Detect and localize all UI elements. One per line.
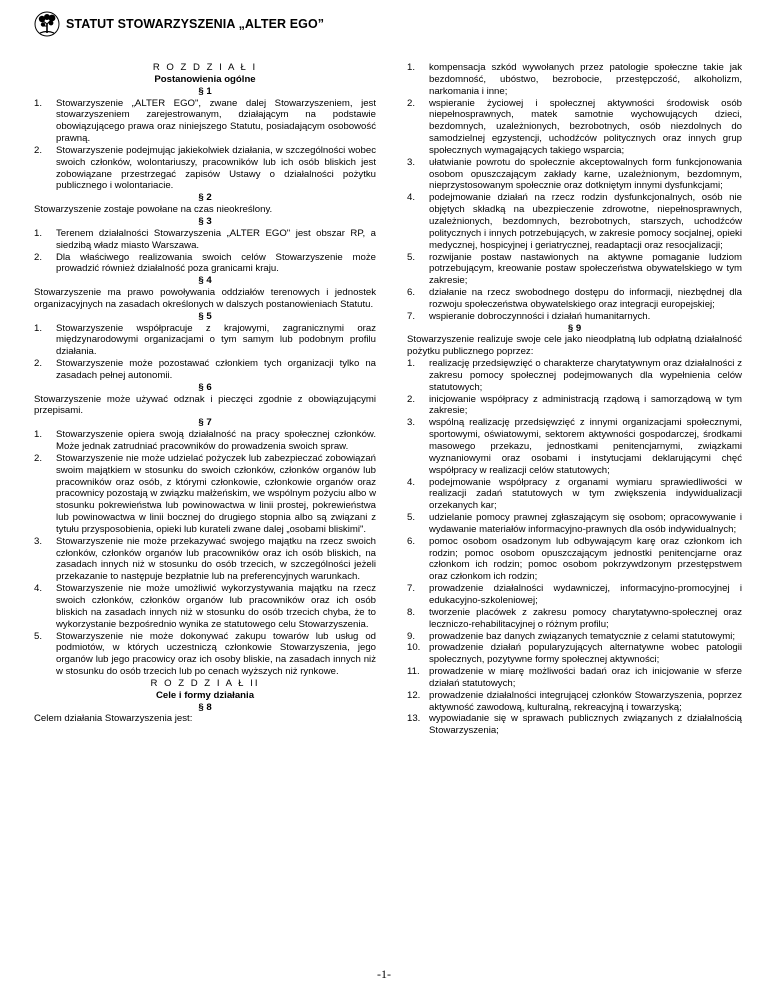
list-item: 6. działanie na rzecz swobodnego dostępu do informacji, niezbędnej dla rozwoju społeczeństwa obywatelskiego oraz integracji europejskiej; xyxy=(407,287,742,310)
section-8-heading: § 8 xyxy=(198,701,212,713)
list-item: 2. Stowarzyszenie nie może udzielać pożyczek lub zabezpieczać zobowiązań swoim majątkiem w stosunku do swoich członków, członków organów lub pracowników oraz osób, z którymi członkowie, członkowie organów oraz pracownicy pozostają w związku małżeńskim, we wspólnym pożyciu albo w stosunku pokrewieństwa lub powinowactwa w linii prostej, pokrewieństwa lub powinowactwa w linii bocznej do drugiego stopnia albo są związani z tytułu przysposobienia, opieki lub kurateli zwane dalej „osobami bliskimi". xyxy=(34,452,376,535)
page-header xyxy=(34,10,324,38)
chapter-2-title: Cele i formy działania xyxy=(155,689,255,701)
right-column xyxy=(407,62,742,737)
section-2-heading: § 2 xyxy=(198,192,212,204)
list-item: 2. wspieranie życiowej i społecznej aktywności środowisk osób niepełnosprawnych, matek samotnie wychowujących dzieci, bezdomnych, uzależnionych, bezrobotnych, osób niezdolnych do samodzielnej egzystencji, uchodźców politycznych oraz innych grup społecznych wymagających takiego wsparcia; xyxy=(407,97,742,156)
list-item: 13. wypowiadanie się w sprawach publicznych związanych z działalnością Stowarzyszenia; xyxy=(407,713,742,737)
list-item: 7. prowadzenie działalności wydawniczej, informacyjno-promocyjnej i edukacyjno-szkoleniowej; xyxy=(407,583,742,606)
section-9-intro: Stowarzyszenie realizuje swoje cele jako nieodpłatną lub odpłatną działalność pożytku publicznego poprzez: xyxy=(407,334,742,358)
document-title: STATUT STOWARZYSZENIA „ALTER EGO” xyxy=(66,17,325,31)
list-item: 4. podejmowanie współpracy z organami wymiaru sprawiedliwości w realizacji zadań statutowych w tym zwiększenia indywidualizacji orzekanych kar; xyxy=(407,476,742,512)
list-item: 4. Stowarzyszenie nie może umożliwić wykorzystywania majątku na rzecz swoich członków, członków organów lub pracowników oraz ich osób bliskich na zasadach innych niż w stosunku do osób trzecich chyba, że to wykorzystanie bezpośrednio wynika ze statutowego celu Stowarzyszenia. xyxy=(34,583,376,630)
section-1-list xyxy=(34,98,376,193)
list-item: 3. ułatwianie powrotu do społecznie akceptowalnych form funkcjonowania osobom opuszczającym zakłady karne, uzależnionym, bezdomnym, nieprzystosowanym społecznie oraz dotkniętym innymi dysfunkcjami; xyxy=(407,156,742,192)
list-item: 9. prowadzenie baz danych związanych tematycznie z celami statutowymi; xyxy=(407,630,736,642)
list-item: 2. inicjowanie współpracy z administracją rządową i samorządową w tym zakresie; xyxy=(407,393,742,417)
list-item: 1. Stowarzyszenie opiera swoją działalność na pracy społecznej członków. Może jednak zatrudniać pracowników do prowadzenia swoich spraw. xyxy=(34,429,376,452)
association-tree-logo-icon xyxy=(34,11,60,37)
list-item: 2. Stowarzyszenie podejmując jakiekolwiek działania, w szczególności wobec swoich członków, wolontariuszy, pracowników lub ich osób bliskich jest zobowiązane przestrzegać zapisów Ustawy o działalności pożytku publicznego i wolontariacie. xyxy=(34,144,376,192)
section-5-heading: § 5 xyxy=(198,310,212,322)
list-item: 1. Stowarzyszenie „ALTER EGO", zwane dalej Stowarzyszeniem, jest stowarzyszeniem zarejestrowanym, działającym na podstawie obowiązującego prawa oraz niniejszego Statutu, posiadającym osobowość prawną. xyxy=(34,97,376,145)
list-item: 12. prowadzenie działalności integrującej członków Stowarzyszenia, poprzez aktywność zawodową, kulturalną, rekreacyjną i towarzyską; xyxy=(407,689,742,713)
section-1-heading: § 1 xyxy=(198,85,212,97)
chapter-2-heading: R O Z D Z I A Ł II xyxy=(150,677,260,689)
section-3-heading: § 3 xyxy=(198,215,212,227)
section-6-heading: § 6 xyxy=(198,381,212,393)
section-7-heading: § 7 xyxy=(198,417,212,429)
chapter-1-heading: R O Z D Z I A Ł I xyxy=(152,62,258,73)
section-9-list xyxy=(407,358,742,737)
section-7-list xyxy=(34,429,376,678)
section-4-text: Stowarzyszenie ma prawo powoływania oddziałów terenowych i jednostek organizacyjnych na zasadach określonych w dalszych postanowieniach Statutu. xyxy=(34,287,376,310)
list-item: 5. Stowarzyszenie nie może dokonywać zakupu towarów lub usług od podmiotów, w których uczestniczą członkowie Stowarzyszenia, jego organów lub jego pracowicy oraz ich osoby bliskie, na zasadach innych niż w stosunku do osób trzecich lub po cenach wyższych niż rynkowe. xyxy=(34,630,376,678)
section-8-intro: Celem działania Stowarzyszenia jest: xyxy=(34,713,193,725)
section-2-text: Stowarzyszenie zostaje powołane na czas nieokreślony. xyxy=(34,204,273,216)
section-9-heading: § 9 xyxy=(567,322,582,334)
list-item: 8. tworzenie placówek z zakresu pomocy charytatywno-społecznej oraz leczniczo-rehabilitacyjnej o różnym profilu; xyxy=(407,606,742,630)
list-item: 3. Stowarzyszenie nie może przekazywać swojego majątku na rzecz swoich członków, członków organów lub pracowników oraz ich osób bliskich, na zasadach innych niż w stosunku do osób trzecich, w szczególności jeżeli przekazanie to następuje bezpłatnie lub na preferencyjnych warunkach. xyxy=(34,535,376,583)
list-item: 6. pomoc osobom osadzonym lub odbywającym karę oraz członkom ich rodzin; pomoc osobom opuszczającym jednostki penitencjarne oraz członkom ich rodzin; pomoc osobom pokrzywdzonym przestępstwem oraz członkom ich rodzin; xyxy=(407,535,742,583)
list-item: 2. Dla właściwego realizowania swoich celów Stowarzyszenie może prowadzić również działalność poza granicami kraju. xyxy=(34,251,376,275)
list-item: 1. kompensacja szkód wywołanych przez patologie społeczne takie jak bezdomność, ubóstwo, bezrobocie, przestępczość, alkoholizm, narkomania i inne; xyxy=(407,62,742,97)
list-item: 10. prowadzenie działań popularyzujących alternatywne wobec patologii społecznych, pozytywne formy społecznej aktywności; xyxy=(407,642,742,666)
list-item: 5. rozwijanie postaw nastawionych na aktywne pomaganie ludziom potrzebującym, kreowanie postaw społeczeństwa obywatelskiego w tym zakresie; xyxy=(407,251,742,287)
page-number: -1- xyxy=(377,967,391,981)
list-item: 1. realizację przedsięwzięć o charakterze charytatywnym oraz działalności z zakresu pomocy społecznej podejmowanych dla wypełnienia celów statutowych; xyxy=(407,358,742,393)
left-column xyxy=(34,62,376,725)
list-item: 5. udzielanie pomocy prawnej zgłaszającym się osobom; opracowywanie i wydawanie materiałów informacyjno-prawnych dla osób indywidualnych; xyxy=(407,512,742,535)
section-8-list xyxy=(407,62,742,323)
list-item: 3. wspólną realizację przedsięwzięć z innymi organizacjami społecznymi, sportowymi, oświatowymi, sektorem aktywności gospodarczej, środkami masowego przekazu, jednostkami penitencjarnymi, związkami wyznaniowymi oraz osobami i instytucjami deklarującymi chęć współpracy w realizacji celów statutowych; xyxy=(407,417,742,476)
section-3-list xyxy=(34,228,376,275)
chapter-1-title: Postanowienia ogólne xyxy=(154,73,256,85)
list-item: 4. podejmowanie działań na rzecz rodzin dysfunkcjonalnych, osób nie objętych składką na ubezpieczenie zdrowotne, niepełnosprawnych, uzależnionych, bezdomnych, bezrobotnych, starszych, uchodźców politycznych i innych potrzebujących, w zakresie pomocy socjalnej, opieki medycznej, hospicyjnej i geriatrycznej, readaptacji oraz resocjalizacji; xyxy=(407,192,742,251)
list-item: 7. wspieranie dobroczynności i działań humanitarnych. xyxy=(407,310,651,322)
list-item: 11. prowadzenie w miarę możliwości badań oraz ich inicjowanie w sferze działań statutowych; xyxy=(407,666,742,689)
list-item: 1. Stowarzyszenie współpracuje z krajowymi, zagranicznymi oraz międzynarodowymi organizacjami o tym samym lub podobnym profilu działania. xyxy=(34,322,376,358)
list-item: 1. Terenem działalności Stowarzyszenia „ALTER EGO" jest obszar RP, a siedzibą władz miasto Warszawa. xyxy=(34,227,376,251)
section-4-heading: § 4 xyxy=(198,275,212,287)
section-6-text: Stowarzyszenie może używać odznak i pieczęci zgodnie z obowiązującymi przepisami. xyxy=(34,393,376,417)
section-5-list xyxy=(34,323,376,382)
list-item: 2. Stowarzyszenie może pozostawać członkiem tych organizacji tylko na zasadach pełnej autonomii. xyxy=(34,358,376,381)
